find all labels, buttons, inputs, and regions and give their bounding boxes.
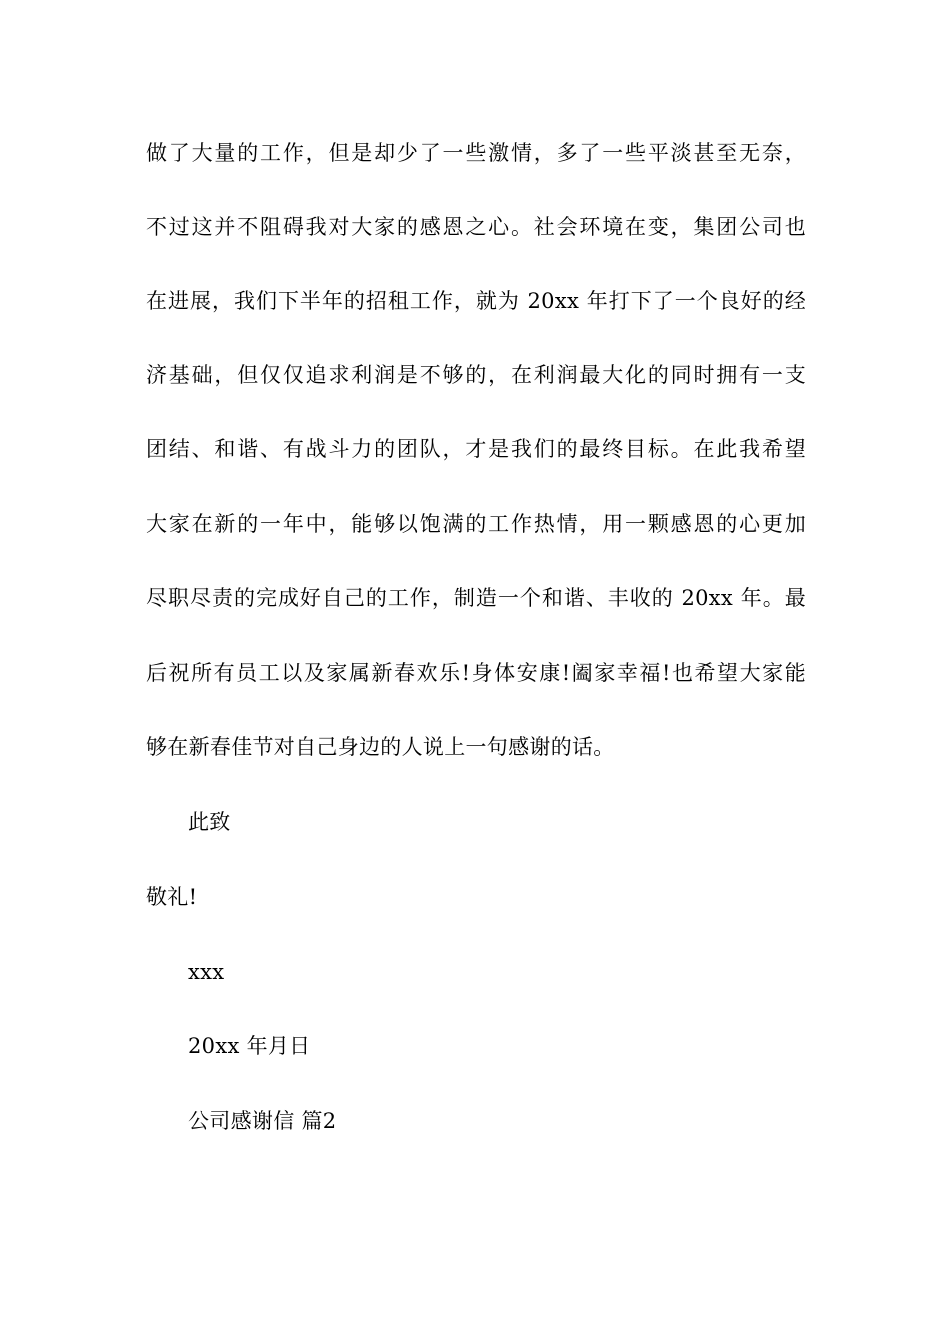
paragraph-line-7: 尽职尽责的完成好自己的工作，制造一个和谐、丰收的 20xx 年。最 — [146, 586, 806, 610]
signature-date: 20xx 年月日 — [188, 1034, 311, 1058]
paragraph-line-4: 济基础，但仅仅追求利润是不够的，在利润最大化的同时拥有一支 — [146, 363, 806, 387]
closing-salutation: 此致 — [188, 810, 231, 834]
closing-regards: 敬礼! — [146, 885, 198, 909]
paragraph-line-1: 做了大量的工作，但是却少了一些激情，多了一些平淡甚至无奈， — [146, 141, 806, 165]
section-title: 公司感谢信 篇2 — [188, 1109, 337, 1133]
paragraph-line-8: 后祝所有员工以及家属新春欢乐!身体安康!阖家幸福!也希望大家能 — [146, 661, 806, 685]
paragraph-line-3: 在进展，我们下半年的招租工作，就为 20xx 年打下了一个良好的经 — [146, 289, 806, 313]
paragraph-line-9: 够在新春佳节对自己身边的人说上一句感谢的话。 — [146, 735, 615, 759]
paragraph-line-6: 大家在新的一年中，能够以饱满的工作热情，用一颗感恩的心更加 — [146, 512, 806, 536]
paragraph-line-2: 不过这并不阻碍我对大家的感恩之心。社会环境在变，集团公司也 — [146, 215, 806, 239]
signature: xxx — [188, 960, 225, 984]
paragraph-line-5: 团结、和谐、有战斗力的团队，才是我们的最终目标。在此我希望 — [146, 437, 806, 461]
